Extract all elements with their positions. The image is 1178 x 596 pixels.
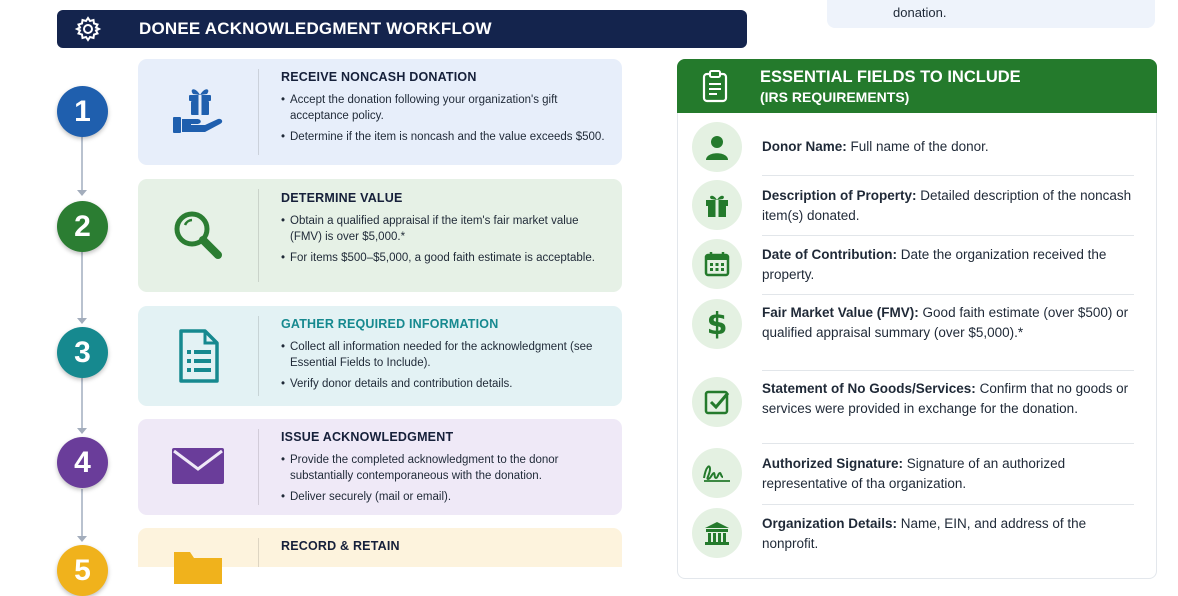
step-title-3: GATHER REQUIRED INFORMATION (281, 317, 499, 331)
step-number-4: 4 (57, 437, 108, 488)
folder-icon (166, 544, 230, 574)
field-text (762, 303, 1134, 342)
field-separator (762, 175, 1134, 176)
step-card-3 (138, 306, 622, 406)
step-content-4 (281, 430, 608, 510)
top-card (827, 0, 1155, 28)
step-number-3: 3 (57, 327, 108, 378)
essential-fields-subtitle: (IRS REQUIREMENTS) (760, 89, 910, 105)
field-label: Fair Market Value (FMV): (762, 305, 919, 320)
step-content-3 (281, 317, 608, 397)
timeline-connector (81, 378, 83, 433)
step-content-1 (281, 70, 608, 150)
timeline-arrow (77, 190, 87, 196)
step-content-2 (281, 191, 608, 271)
field-description: Good faith estimate (over $500) or qualified appraisal summary (over $5,000).* (762, 305, 1129, 340)
step-title-2: DETERMINE VALUE (281, 191, 403, 205)
step-bullets-3 (281, 339, 608, 392)
step-bullet: • Collect all information needed for the acknowledgment (see Essential Fields to Include). (281, 339, 608, 371)
field-row-signature (690, 448, 1134, 498)
field-separator (762, 294, 1134, 295)
timeline-arrow (77, 428, 87, 434)
field-description: Name, EIN, and address of the nonprofit. (762, 516, 1087, 551)
field-separator (762, 504, 1134, 505)
step-bullet: • Determine if the item is noncash and the value exceeds $500. (281, 129, 608, 145)
field-text (762, 454, 1134, 493)
field-separator (762, 370, 1134, 371)
field-separator (762, 235, 1134, 236)
field-description: Full name of the donor. (846, 139, 989, 154)
step-title-4: ISSUE ACKNOWLEDGMENT (281, 430, 454, 444)
step-bullets-4 (281, 452, 608, 505)
step-divider (258, 316, 259, 396)
field-label: Date of Contribution: (762, 247, 897, 262)
field-row-fmv (690, 297, 1134, 357)
field-description: Date the organization received the property. (762, 247, 1107, 282)
person-icon (692, 122, 742, 172)
signature-icon (692, 448, 742, 498)
step-bullet: • Deliver securely (mail or email). (281, 489, 608, 505)
step-number-1: 1 (57, 86, 108, 137)
field-label: Organization Details: (762, 516, 898, 531)
field-label: Authorized Signature: (762, 456, 903, 471)
step-bullet: • Obtain a qualified appraisal if the item's fair market value (FMV) is over $5,000.* (281, 213, 608, 245)
step-bullet: • Accept the donation following your organization's gift acceptance policy. (281, 92, 608, 124)
field-text (762, 379, 1134, 418)
step-bullet: • For items $500–$5,000, a good faith estimate is acceptable. (281, 250, 608, 266)
step-card-5 (138, 528, 622, 567)
field-separator (762, 443, 1134, 444)
field-row-donor-name (690, 122, 1134, 172)
timeline-arrow (77, 536, 87, 542)
step-bullet: • Verify donor details and contribution details. (281, 376, 608, 392)
field-row-organization (690, 508, 1134, 558)
step-title-5: RECORD & RETAIN (281, 539, 400, 553)
gift-icon (692, 180, 742, 230)
document-icon (166, 324, 230, 388)
field-row-description (690, 180, 1134, 230)
step-card-2 (138, 179, 622, 292)
field-label: Statement of No Goods/Services: (762, 381, 976, 396)
timeline-connector (81, 252, 83, 323)
step-content-5 (281, 539, 608, 561)
checkbox-icon (692, 377, 742, 427)
step-bullet: • Provide the completed acknowledgment to the donor substantially contemporaneous with the donation. (281, 452, 608, 484)
step-bullets-1 (281, 92, 608, 145)
timeline-connector (81, 489, 83, 539)
dollar-icon: $ (692, 299, 742, 349)
workflow-title: DONEE ACKNOWLEDGMENT WORKFLOW (139, 19, 492, 38)
field-text (762, 137, 1134, 157)
field-label: Description of Property: (762, 188, 917, 203)
field-description: Confirm that no goods or services were provided in exchange for the donation. (762, 381, 1129, 416)
step-bullets-2 (281, 213, 608, 266)
hand-gift-icon (166, 80, 230, 144)
step-card-1 (138, 59, 622, 165)
step-divider (258, 538, 259, 567)
step-title-1: RECEIVE NONCASH DONATION (281, 70, 477, 84)
field-text (762, 245, 1134, 284)
step-number-5: 5 (57, 545, 108, 596)
field-text (762, 514, 1134, 553)
step-divider (258, 429, 259, 505)
gear-icon (73, 14, 103, 44)
top-card-text: donation. (893, 5, 947, 20)
building-icon (692, 508, 742, 558)
workflow-header (57, 10, 747, 48)
essential-fields-header (677, 59, 1157, 113)
field-label: Donor Name: (762, 139, 847, 154)
calendar-icon (692, 239, 742, 289)
step-card-4 (138, 419, 622, 515)
field-text (762, 186, 1134, 225)
essential-fields-title: ESSENTIAL FIELDS TO INCLUDE (760, 68, 1021, 86)
step-divider (258, 69, 259, 155)
envelope-icon (166, 434, 230, 498)
field-row-date (690, 239, 1134, 289)
field-description: Signature of an authorized representative of tha organization. (762, 456, 1066, 491)
clipboard-icon (701, 69, 729, 103)
magnifier-icon (166, 203, 230, 267)
field-description: Detailed description of the noncash item(s) donated. (762, 188, 1132, 223)
timeline-connector (81, 137, 83, 194)
timeline-arrow (77, 318, 87, 324)
step-number-2: 2 (57, 201, 108, 252)
step-divider (258, 189, 259, 282)
field-row-statement (690, 372, 1134, 432)
